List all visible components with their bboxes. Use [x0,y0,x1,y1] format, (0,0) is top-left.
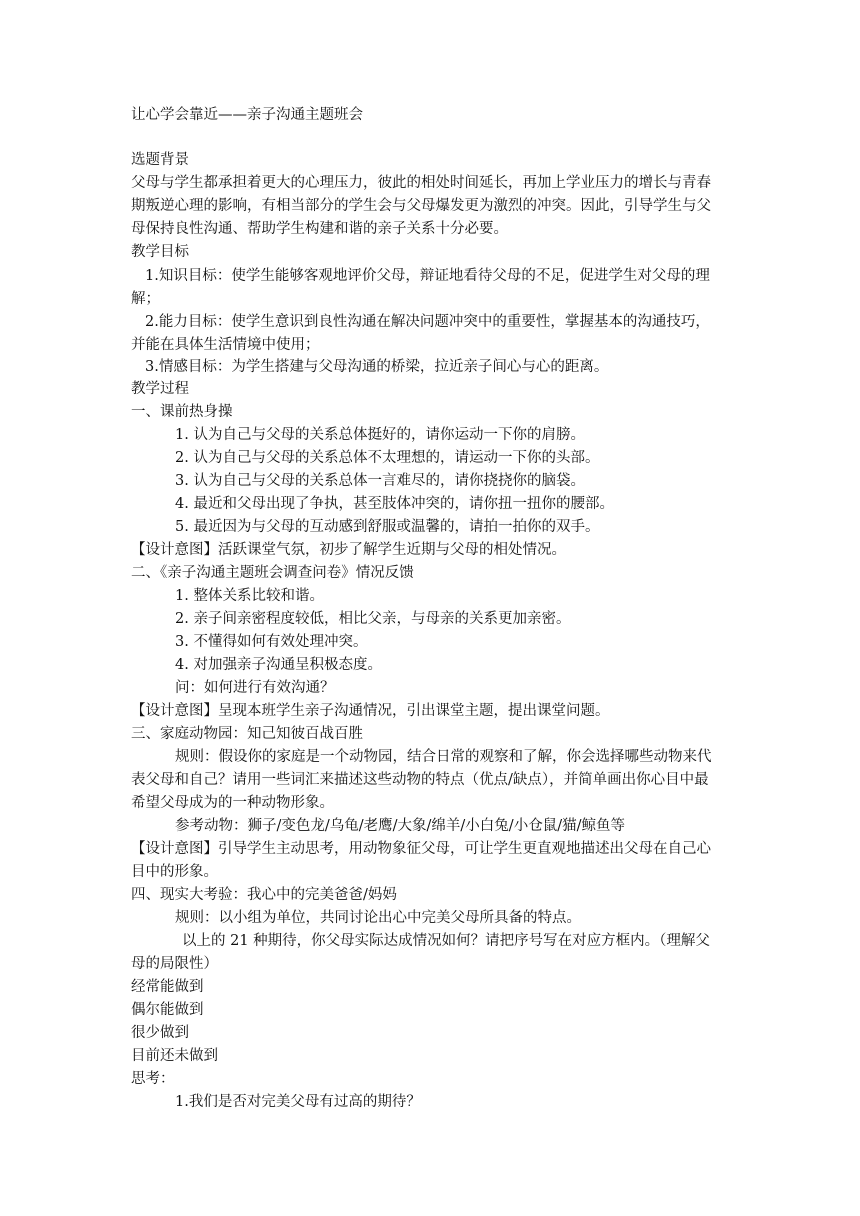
list-item: 3. 不懂得如何有效处理冲突。 [175,634,368,650]
level-label: 偶尔能做到 [131,1002,204,1018]
paragraph-line: 父母与学生都承担着更大的心理压力，彼此的相处时间延长，再加上学业压力的增长与青春 [131,175,711,191]
section-heading-process: 教学过程 [131,381,189,397]
design-intent-cont: 目中的形象。 [131,864,218,880]
subsection-heading-4: 四、现实大考验：我心中的完美爸爸/妈妈 [131,887,397,903]
level-label: 经常能做到 [131,979,204,995]
expectation-text: 以上的 21 种期待，你父母实际达成情况如何？请把序号写在对应方框内。（理解父 [182,933,710,949]
design-intent: 【设计意图】引导学生主动思考，用动物象征父母，可让学生更直观地描述出父母在自己心 [131,841,711,857]
subsection-heading-2: 二、《亲子沟通主题班会调查问卷》情况反馈 [131,565,414,581]
design-intent: 【设计意图】呈现本班学生亲子沟通情况，引出课堂主题，提出课堂问题。 [131,703,610,719]
list-item: 5. 最近因为与父母的互动感到舒服或温馨的，请拍一拍你的双手。 [175,519,600,535]
doc-title: 让心学会靠近——亲子沟通主题班会 [131,107,363,123]
section-heading-background: 选题背景 [131,152,189,168]
goal-2: 2.能力目标：使学生意识到良性沟通在解决问题冲突中的重要性，掌握基本的沟通技巧， [145,314,710,330]
list-item: 2. 认为自己与父母的关系总体不太理想的，请运动一下你的头部。 [175,450,600,466]
section-heading-goals: 教学目标 [131,244,189,260]
paragraph-line: 母保持良性沟通、帮助学生构建和谐的亲子关系十分必要。 [131,221,508,237]
think-question: 1.我们是否对完美父母有过高的期待？ [175,1094,421,1110]
level-label: 很少做到 [131,1025,189,1041]
paragraph-line: 期叛逆心理的影响，有相当部分的学生会与父母爆发更为激烈的冲突。因此，引导学生与父 [131,198,711,214]
reference-animals: 参考动物：狮子/变色龙/乌龟/老鹰/大象/绵羊/小白兔/小仓鼠/猫/鲸鱼等 [175,818,625,834]
rule-text: 规则：以小组为单位，共同讨论出心中完美父母所具备的特点。 [175,910,581,926]
rule-text-cont: 希望父母成为的一种动物形象。 [131,795,334,811]
question-text: 问：如何进行有效沟通？ [175,680,335,696]
rule-text: 规则：假设你的家庭是一个动物园，结合日常的观察和了解，你会选择哪些动物来代 [175,749,712,765]
subsection-heading-3: 三、家庭动物园：知己知彼百战百胜 [131,726,363,742]
goal-1: 1.知识目标：使学生能够客观地评价父母，辩证地看待父母的不足，促进学生对父母的理 [145,268,710,284]
expectation-text-cont: 母的局限性） [131,956,218,972]
rule-text-cont: 表父母和自己？请用一些词汇来描述这些动物的特点（优点/缺点），并简单画出你心目中最 [131,772,709,788]
list-item: 3. 认为自己与父母的关系总体一言难尽的，请你挠挠你的脑袋。 [175,473,585,489]
goal-3: 3.情感目标：为学生搭建与父母沟通的桥梁，拉近亲子间心与心的距离。 [145,359,609,375]
goal-2-cont: 并能在具体生活情境中使用； [131,337,320,353]
list-item: 2. 亲子间亲密程度较低，相比父亲，与母亲的关系更加亲密。 [175,611,571,627]
list-item: 1. 整体关系比较和谐。 [175,588,324,604]
list-item: 4. 最近和父母出现了争执，甚至肢体冲突的，请你扭一扭你的腰部。 [175,496,614,512]
design-intent: 【设计意图】活跃课堂气氛，初步了解学生近期与父母的相处情况。 [131,542,566,558]
level-label: 目前还未做到 [131,1048,218,1064]
think-heading: 思考： [131,1071,175,1087]
list-item: 4. 对加强亲子沟通呈积极态度。 [175,657,382,673]
goal-1-cont: 解； [131,291,160,307]
list-item: 1. 认为自己与父母的关系总体挺好的，请你运动一下你的肩膀。 [175,427,585,443]
subsection-heading-1: 一、课前热身操 [131,404,233,420]
